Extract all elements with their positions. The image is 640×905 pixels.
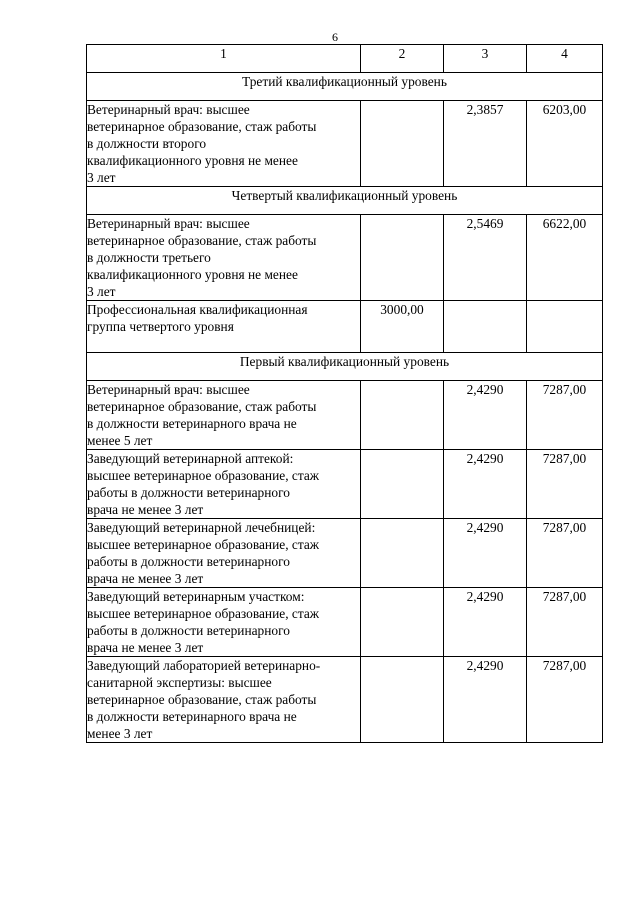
value-column-3: 2,4290 bbox=[444, 657, 527, 743]
description-line: 3 лет bbox=[87, 170, 116, 185]
description-line: менее 5 лет bbox=[87, 433, 153, 448]
description-line: ветеринарное образование, стаж работы bbox=[87, 119, 317, 134]
description-line: Профессиональная квалификационная bbox=[87, 302, 308, 317]
description-line: работы в должности ветеринарного bbox=[87, 554, 290, 569]
description-line: работы в должности ветеринарного bbox=[87, 485, 290, 500]
table-row bbox=[87, 101, 603, 187]
description-line: в должности третьего bbox=[87, 250, 211, 265]
value-column-3: 2,4290 bbox=[444, 519, 527, 588]
table-row bbox=[87, 519, 603, 588]
description-line: санитарной экспертизы: высшее bbox=[87, 675, 272, 690]
description-line: Заведующий ветеринарной аптекой: bbox=[87, 451, 294, 466]
position-description bbox=[87, 588, 361, 657]
value-column-3: 2,4290 bbox=[444, 381, 527, 450]
value-column-3 bbox=[444, 301, 527, 353]
description-line: квалификационного уровня не менее bbox=[87, 153, 298, 168]
value-column-4: 7287,00 bbox=[527, 450, 603, 519]
value-column-4: 6622,00 bbox=[527, 215, 603, 301]
value-column-2 bbox=[361, 101, 444, 187]
position-description bbox=[87, 215, 361, 301]
value-column-2 bbox=[361, 215, 444, 301]
description-line: Ветеринарный врач: высшее bbox=[87, 216, 250, 231]
section-title: Первый квалификационный уровень bbox=[87, 353, 603, 381]
description-line: врача не менее 3 лет bbox=[87, 502, 204, 517]
table-header-row bbox=[87, 45, 603, 73]
description-line: Ветеринарный врач: высшее bbox=[87, 102, 250, 117]
value-column-4: 7287,00 bbox=[527, 519, 603, 588]
value-column-3: 2,5469 bbox=[444, 215, 527, 301]
column-header-3: 3 bbox=[444, 45, 527, 73]
description-line: в должности второго bbox=[87, 136, 207, 151]
page-number: 6 bbox=[332, 30, 338, 44]
table-row bbox=[87, 657, 603, 743]
description-line: ветеринарное образование, стаж работы bbox=[87, 399, 317, 414]
description-line: высшее ветеринарное образование, стаж bbox=[87, 537, 320, 552]
salary-table bbox=[86, 44, 603, 743]
column-header-4: 4 bbox=[527, 45, 603, 73]
description-line: в должности ветеринарного врача не bbox=[87, 709, 297, 724]
value-column-2 bbox=[361, 381, 444, 450]
section-header-row bbox=[87, 187, 603, 215]
column-header-2: 2 bbox=[361, 45, 444, 73]
description-line: группа четвертого уровня bbox=[87, 319, 234, 334]
description-line: работы в должности ветеринарного bbox=[87, 623, 290, 638]
position-description bbox=[87, 657, 361, 743]
description-line: квалификационного уровня не менее bbox=[87, 267, 298, 282]
value-column-2 bbox=[361, 519, 444, 588]
description-line: врача не менее 3 лет bbox=[87, 640, 204, 655]
table-row bbox=[87, 381, 603, 450]
value-column-2: 3000,00 bbox=[361, 301, 444, 353]
section-header-row bbox=[87, 73, 603, 101]
value-column-4: 7287,00 bbox=[527, 381, 603, 450]
table-row bbox=[87, 588, 603, 657]
position-description bbox=[87, 381, 361, 450]
description-line: Ветеринарный врач: высшее bbox=[87, 382, 250, 397]
table-row bbox=[87, 301, 603, 353]
position-description bbox=[87, 450, 361, 519]
section-title: Третий квалификационный уровень bbox=[87, 73, 603, 101]
column-header-1: 1 bbox=[87, 45, 361, 73]
value-column-3: 2,3857 bbox=[444, 101, 527, 187]
description-line: ветеринарное образование, стаж работы bbox=[87, 692, 317, 707]
blank-line bbox=[87, 335, 360, 352]
value-column-2 bbox=[361, 450, 444, 519]
position-description bbox=[87, 301, 361, 353]
description-line: врача не менее 3 лет bbox=[87, 571, 204, 586]
value-column-2 bbox=[361, 588, 444, 657]
table-body bbox=[87, 45, 603, 743]
description-line: Заведующий лабораторией ветеринарно- bbox=[87, 658, 321, 673]
value-column-3: 2,4290 bbox=[444, 450, 527, 519]
table-row bbox=[87, 450, 603, 519]
description-line: Заведующий ветеринарной лечебницей: bbox=[87, 520, 316, 535]
value-column-4 bbox=[527, 301, 603, 353]
section-header-row bbox=[87, 353, 603, 381]
description-line: в должности ветеринарного врача не bbox=[87, 416, 297, 431]
description-line: менее 3 лет bbox=[87, 726, 153, 741]
table-row bbox=[87, 215, 603, 301]
description-line: ветеринарное образование, стаж работы bbox=[87, 233, 317, 248]
description-line: высшее ветеринарное образование, стаж bbox=[87, 606, 320, 621]
value-column-4: 7287,00 bbox=[527, 657, 603, 743]
value-column-3: 2,4290 bbox=[444, 588, 527, 657]
description-line: 3 лет bbox=[87, 284, 116, 299]
description-line: Заведующий ветеринарным участком: bbox=[87, 589, 305, 604]
description-line: высшее ветеринарное образование, стаж bbox=[87, 468, 320, 483]
position-description bbox=[87, 101, 361, 187]
value-column-2 bbox=[361, 657, 444, 743]
value-column-4: 7287,00 bbox=[527, 588, 603, 657]
position-description bbox=[87, 519, 361, 588]
value-column-4: 6203,00 bbox=[527, 101, 603, 187]
section-title: Четвертый квалификационный уровень bbox=[87, 187, 603, 215]
